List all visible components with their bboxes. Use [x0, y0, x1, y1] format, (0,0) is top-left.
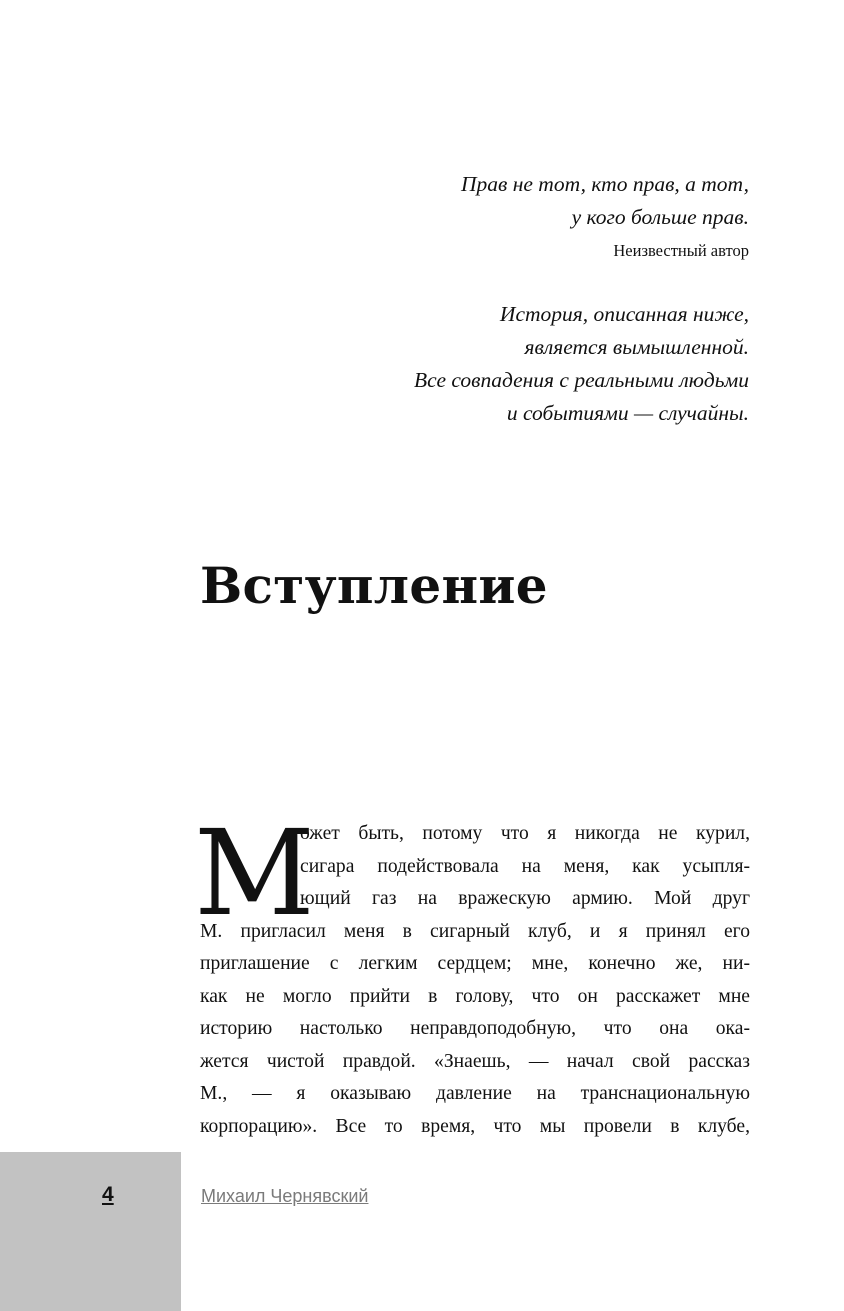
body-line: приглашение с легким сердцем; мне, конечно же, ни- — [200, 953, 750, 974]
body-line: корпорацию». Все то время, что мы провели в клубе, — [200, 1115, 750, 1137]
body-line: как не могло прийти в голову, что он расскажет мне — [200, 985, 750, 1007]
epigraph-author: Неизвестный автор — [613, 241, 749, 260]
epigraph-line: Прав не тот, кто прав, а тот, — [460, 172, 749, 196]
body-line: ожет быть, потому что я никогда не курил, — [300, 823, 750, 844]
footer-bar — [0, 1152, 181, 1311]
body-line: ющий газ на вражескую армию. Мой друг — [300, 888, 750, 909]
page-number: 4 — [102, 1183, 114, 1206]
epigraph-line: у кого больше прав. — [571, 205, 749, 229]
disclaimer-epigraph — [189, 298, 749, 430]
drop-cap: М — [194, 804, 315, 942]
chapter-body — [194, 804, 750, 1143]
epigraph-line: Все совпадения с реальными людьми — [414, 368, 749, 392]
epigraph-line: История, описанная ниже, — [499, 302, 749, 326]
body-line: М. пригласил меня в сигарный клуб, и я принял его — [200, 920, 750, 942]
epigraph-line: является вымышленной. — [524, 335, 749, 359]
running-footer-author: Михаил Чернявский — [201, 1186, 369, 1206]
epigraph-line: и событиями — случайны. — [506, 401, 749, 425]
epigraph-quote — [189, 168, 749, 263]
body-line: сигара подействовала на меня, как усыпля- — [300, 855, 750, 877]
body-line: историю настолько неправдоподобную, что она ока- — [200, 1018, 750, 1039]
body-line: жется чистой правдой. «Знаешь, — начал свой рассказ — [200, 1050, 750, 1072]
body-line: М., — я оказываю давление на транснациональную — [200, 1083, 750, 1104]
chapter-title: Вступление — [200, 556, 548, 615]
